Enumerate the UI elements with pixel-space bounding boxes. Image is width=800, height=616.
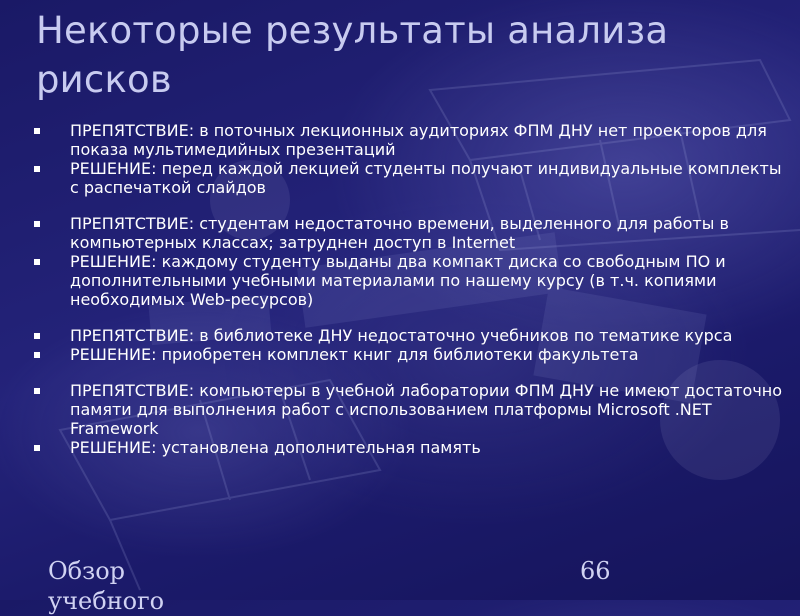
bullet-square-icon [34,388,40,394]
list-item-text: ПРЕПЯТСТВИЕ: в библиотеке ДНУ недостаточно учебников по тематике курса [70,326,733,345]
bullet-square-icon [34,221,40,227]
bullet-square-icon [34,333,40,339]
list-item-text: РЕШЕНИЕ: установлена дополнительная память [70,438,481,457]
footer-text: Обзор учебного [48,557,165,615]
slide-title: Некоторые результаты анализа рисков [36,9,669,101]
list-item [32,121,784,159]
list-item [32,159,784,197]
page-number: 66 [580,557,611,585]
list-item [32,326,784,345]
bullet-square-icon [34,445,40,451]
bullet-square-icon [34,259,40,265]
list-item-text: РЕШЕНИЕ: каждому студенту выданы два компакт диска со свободным ПО и дополнительными учебными материалами по нашему курсу (в т.ч. копиями необходимых Web-ресурсов) [70,252,726,309]
list-item-text: ПРЕПЯТСТВИЕ: в поточных лекционных аудиториях ФПМ ДНУ нет проекторов для показа мультимедийных презентаций [70,121,767,159]
list-item-text: ПРЕПЯТСТВИЕ: компьютеры в учебной лаборатории ФПМ ДНУ не имеют достаточно памяти для выполнения работ с использованием платформы Microsoft .NET Framework [70,381,783,438]
list-item-text: РЕШЕНИЕ: перед каждой лекцией студенты получают индивидуальные комплекты с распечаткой слайдов [70,159,782,197]
list-item [32,345,784,364]
list-item [32,214,784,252]
list-item [32,438,784,457]
bullet-square-icon [34,352,40,358]
list-item [32,381,784,438]
list-item-text: РЕШЕНИЕ: приобретен комплект книг для библиотеки факультета [70,345,639,364]
bullet-square-icon [34,128,40,134]
bullet-square-icon [34,166,40,172]
list-item-text: ПРЕПЯТСТВИЕ: студентам недостаточно времени, выделенного для работы в компьютерных классах; затруднен доступ в Internet [70,214,729,252]
bullet-list [32,121,784,457]
list-item [32,252,784,309]
